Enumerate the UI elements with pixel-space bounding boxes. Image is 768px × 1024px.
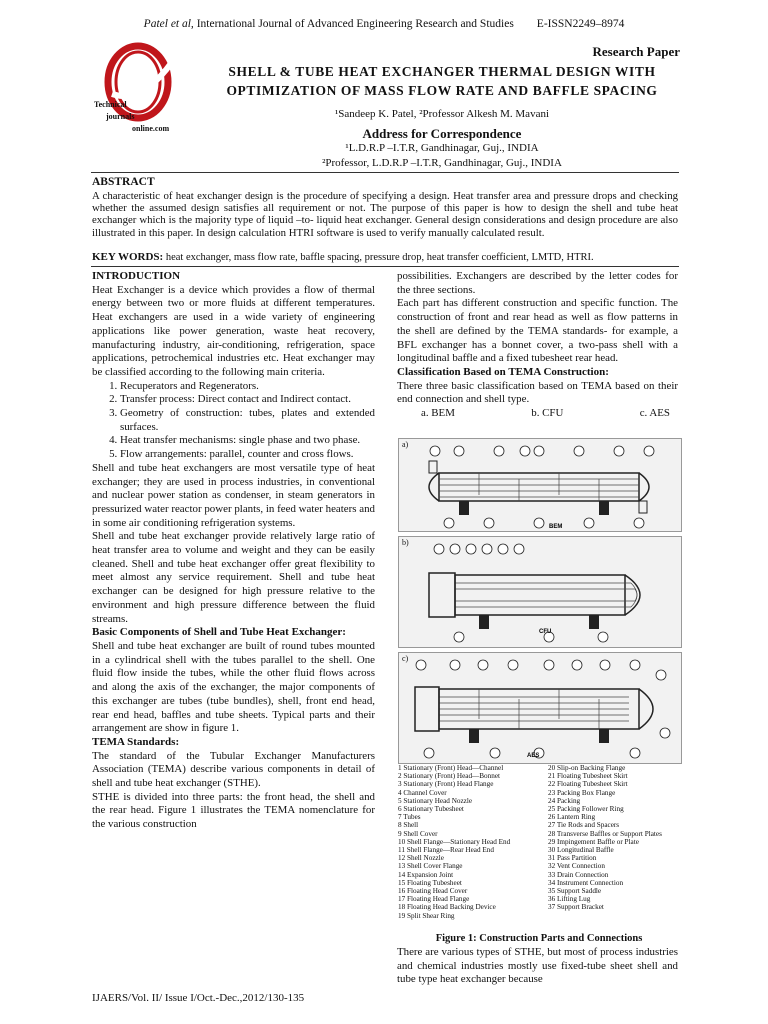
parts-legend-item: 5 Stationary Head Nozzle	[398, 796, 473, 805]
parts-legend-item: 18 Floating Head Backing Device	[398, 903, 496, 912]
header-authors: Patel et al,	[143, 18, 194, 30]
logo-text-2: journals	[106, 112, 135, 121]
abstract-text: A characteristic of heat exchanger design is the procedure of specifying a design. Heat transfer area and pressure drops and checking whether the assumed design satisfies all requirement or not. The purpose of this paper is how to design the shell and tube heat exchanger which is the majority type of liquid –to- liquid heat exchanger. General design considerations and design procedure are also illustrated in this paper. In design calculation HTRI software is used to verify manually calculated result.	[92, 190, 678, 239]
parts-legend-item: 11 Shell Flange—Rear Head End	[398, 846, 494, 855]
right-paragraph-2: Each part has different construction and specific function. The construction of front and rear head as well as flow patterns in the shell are defined by the TEMA standards- for example, a BFL exchanger has a bonnet cover, a two-pass shell with a longitudinal baffle and a fixed tubesheet rear head.	[397, 297, 678, 365]
parts-legend-item: 33 Drain Connection	[548, 870, 609, 879]
aes-exchanger-drawing	[399, 653, 681, 763]
parts-left-column	[398, 764, 548, 920]
parts-legend-item: 9 Shell Cover	[398, 829, 438, 838]
parts-legend-item: 12 Shell Nozzle	[398, 854, 444, 863]
type-label-cfu: b. CFU	[531, 407, 564, 420]
intro-paragraph-3: Shell and tube heat exchanger provide relatively large ratio of heat transfer area to volume and weight and they can be easily cleaned. Shell and tube heat exchanger offer great flexibility to meet almost any service requirement. Shell and tube heat exchanger can be designed for high pressure relative to the environment and high pressure difference between the fluid streams.	[92, 530, 375, 625]
parts-legend-item: 4 Channel Cover	[398, 788, 447, 797]
parts-legend-item: 6 Stationary Tubesheet	[398, 805, 464, 814]
list-item: 1. Recuperators and Regenerators.	[120, 380, 375, 394]
basic-paragraph: Shell and tube heat exchanger are built of round tubes mounted in a cylindrical shell with the tubes parallel to the shell. One fluid flow inside the tubes, while the other fluid flows across and along the axis of the exchanger, the major components of this exchanger are tubes (tube bundles), shell, front end head, rear end head, baffles and tube sheets. Typical parts and their arrangement are show in figure 1.	[92, 639, 375, 735]
intro-paragraph-2: Shell and tube heat exchangers are most versatile type of heat exchanger; they are used in process industries, in conventional and nuclear power station as condenser, in steam generators in pressurized water reactor power plants, in feed water heaters and in some air conditioning refrigeration systems.	[92, 461, 375, 529]
parts-legend-item: 15 Floating Tubesheet	[398, 878, 462, 887]
journal-header	[0, 18, 768, 30]
parts-legend-item: 22 Floating Tubesheet Skirt	[548, 780, 628, 789]
parts-legend-item: 10 Shell Flange—Stationary Head End	[398, 837, 511, 846]
classification-text: There three basic classification based on TEMA based on their end connection and shell type.	[397, 379, 678, 406]
keywords	[92, 251, 682, 263]
header-journal: International Journal of Advanced Engineering Research and Studies	[193, 18, 514, 30]
figure-aes	[398, 652, 682, 764]
parts-legend-item: 29 Impingement Baffle or Plate	[548, 837, 639, 846]
parts-legend-item: 34 Instrument Connection	[548, 878, 624, 887]
page-footer: IJAERS/Vol. II/ Issue I/Oct.-Dec.,2012/130-135	[92, 992, 305, 1004]
parts-legend-item: 19 Split Shear Ring	[398, 911, 455, 920]
basic-heading: Basic Components of Shell and Tube Heat Exchanger:	[92, 626, 346, 639]
paper-title: SHELL & TUBE HEAT EXCHANGER THERMAL DESIGN WITH OPTIMIZATION OF MASS FLOW RATE AND BAFFLE SPACING	[226, 64, 658, 98]
address-heading: Address for Correspondence	[362, 126, 522, 141]
parts-legend-item: 3 Stationary (Front) Head Flange	[398, 780, 494, 789]
parts-legend-item: 30 Longitudinal Baffle	[548, 846, 614, 855]
journal-logo	[92, 42, 204, 142]
parts-legend-item: 35 Support Saddle	[548, 887, 602, 896]
list-item: 2. Transfer process: Direct contact and Indirect contact.	[120, 393, 375, 407]
intro-paragraph-1: Heat Exchanger is a device which provides a flow of thermal energy between two or more fluids at different temperatures. Heat exchangers are used in a wide variety of engineering applications like power generation, waste heat recovery, manufacturing industry, air-conditioning, refrigeration, space applications, petrochemical industries etc. Heat exchanger may be classified according to the following main criteria.	[92, 283, 375, 378]
affiliation-2: ²Professor, L.D.R.P –I.T.R, Gandhinagar, Guj., INDIA	[322, 157, 562, 169]
figure-cfu	[398, 536, 682, 648]
type-labels	[397, 407, 678, 421]
parts-legend-item: 28 Transverse Baffles or Support Plates	[548, 829, 662, 838]
fig-tag-bem: BEM	[549, 524, 563, 530]
logo-text-1: Technical	[94, 100, 127, 109]
parts-legend-item: 37 Support Bracket	[548, 903, 604, 912]
paper-type: Research Paper	[592, 44, 680, 59]
affiliation-1: ¹L.D.R.P –I.T.R, Gandhinagar, Guj., INDIA	[345, 142, 539, 154]
tema-heading: TEMA Standards:	[92, 735, 180, 748]
fig-tag-aes: AES	[527, 753, 540, 759]
parts-legend-item: 8 Shell	[398, 821, 419, 830]
parts-legend-item: 23 Packing Box Flange	[548, 788, 616, 797]
classification-heading: Classification Based on TEMA Construction:	[397, 365, 609, 378]
parts-legend-item: 7 Tubes	[398, 813, 421, 822]
parts-legend-item: 31 Pass Partition	[548, 854, 597, 863]
parts-legend-item: 27 Tie Rods and Spacers	[548, 821, 620, 830]
parts-legend-item: 36 Lifting Lug	[548, 895, 591, 904]
tema-paragraph-1: The standard of the Tubular Exchanger Manufacturers Association (TEMA) describe various components in detail of shell and tube heat exchanger (STHE).	[92, 749, 375, 790]
parts-right-column	[548, 764, 678, 912]
author-list: ¹Sandeep K. Patel, ²Professor Alkesh M. Mavani	[334, 108, 550, 120]
left-column	[92, 270, 375, 832]
parts-legend	[398, 764, 680, 920]
list-item: 5. Flow arrangements: parallel, counter and cross flows.	[120, 448, 375, 462]
right-column	[397, 270, 678, 421]
type-label-bem: a. BEM	[421, 407, 455, 420]
parts-legend-item: 17 Floating Head Flange	[398, 895, 470, 904]
divider-bottom	[91, 266, 679, 267]
type-label-aes: c. AES	[639, 407, 670, 420]
fig-label-a: a)	[402, 440, 409, 449]
fig-label-b: b)	[402, 538, 409, 547]
keywords-text: heat exchanger, mass flow rate, baffle spacing, pressure drop, heat transfer coefficient, LMTD, HTRI.	[163, 252, 594, 263]
parts-legend-item: 24 Packing	[548, 796, 581, 805]
parts-legend-item: 20 Slip-on Backing Flange	[548, 764, 626, 772]
intro-heading: INTRODUCTION	[92, 270, 181, 282]
parts-legend-item: 14 Expansion Joint	[398, 870, 454, 879]
list-item: 3. Geometry of construction: tubes, plates and extended surfaces.	[120, 407, 375, 434]
right-paragraph-1: possibilities. Exchangers are described by the letter codes for the three sections.	[397, 270, 678, 296]
right-bottom-paragraph: There are various types of STHE, but most of process industries and chemical industries mostly use fixed-tube sheet shell and tube type heat exchanger because	[397, 946, 678, 986]
header-issn: E-ISSN2249–8974	[536, 18, 625, 30]
list-item: 4. Heat transfer mechanisms: single phase and two phase.	[120, 434, 375, 448]
parts-legend-item: 26 Lantern Ring	[548, 813, 596, 822]
parts-legend-item: 2 Stationary (Front) Head—Bonnet	[398, 772, 501, 781]
figure-caption: Figure 1: Construction Parts and Connections	[435, 933, 643, 944]
parts-legend-item: 16 Floating Head Cover	[398, 887, 468, 896]
parts-legend-item: 32 Vent Connection	[548, 862, 605, 871]
criteria-list	[92, 380, 375, 462]
fig-tag-cfu: CFU	[539, 629, 552, 635]
parts-legend-item: 1 Stationary (Front) Head—Channel	[398, 764, 504, 772]
abstract-heading: ABSTRACT	[92, 176, 155, 188]
cfu-exchanger-drawing	[399, 537, 681, 647]
tema-paragraph-2: STHE is divided into three parts: the front head, the shell and the rear head. Figure 1 illustrates the TEMA nomenclature for the various construction	[92, 790, 375, 831]
logo-text-3: online.com	[132, 124, 170, 133]
bem-exchanger-drawing	[399, 439, 681, 531]
parts-legend-item: 13 Shell Cover Flange	[398, 862, 463, 871]
parts-legend-item: 25 Packing Follower Ring	[548, 805, 624, 814]
figure-bem	[398, 438, 682, 532]
keywords-label: KEY WORDS:	[92, 251, 164, 263]
fig-label-c: c)	[402, 654, 409, 663]
parts-legend-item: 21 Floating Tubesheet Skirt	[548, 772, 628, 781]
divider-top	[91, 172, 679, 173]
